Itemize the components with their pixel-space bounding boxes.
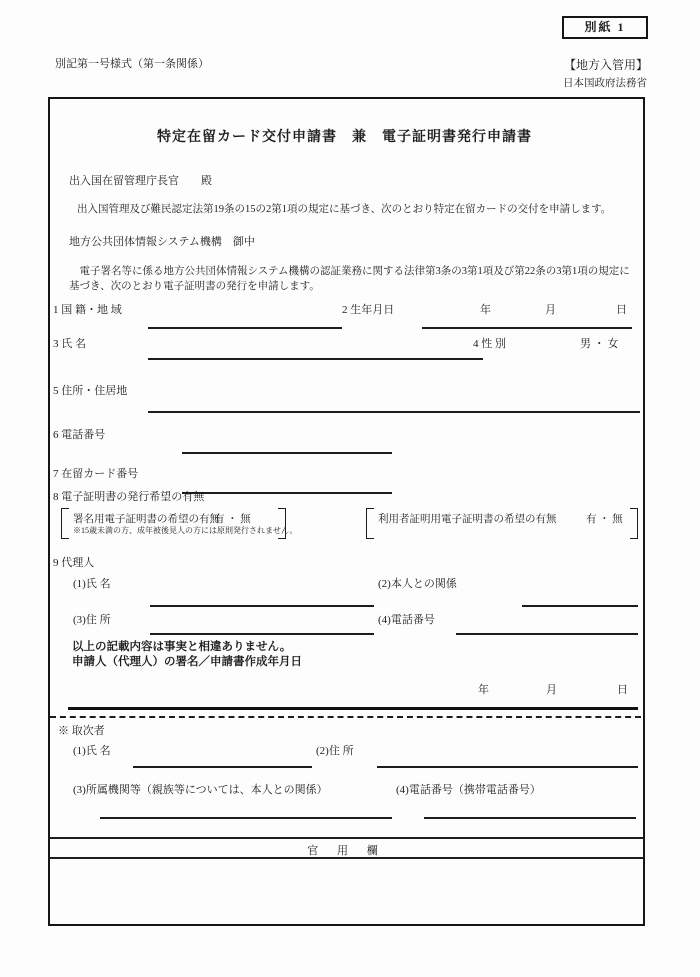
ministry-name: 日本国政府法務省: [563, 78, 647, 89]
field-birthdate-label: 2 生年月日: [342, 304, 395, 316]
agent-name-label: (1)氏 名: [73, 745, 111, 757]
declaration-line1: 以上の記載内容は事実と相違ありません。: [72, 641, 292, 653]
form-style-note: 別記第一号様式（第一条関係）: [55, 58, 209, 70]
user-cert-label: 利用者証明用電子証明書の希望の有無: [378, 514, 557, 525]
attachment-label-box: [562, 16, 648, 39]
agent-org-label: (3)所属機関等（親族等については、本人との関係）: [73, 784, 328, 796]
field-card-number-label: 7 在留カード番号: [53, 468, 139, 480]
field-name-label: 3 氏 名: [53, 338, 86, 350]
address-entry-line: [148, 411, 640, 413]
agent-org-entry-line: [100, 817, 392, 819]
signature-cert-options: 有 ・ 無: [214, 514, 251, 525]
statement-cert: 電子署名等に係る地方公共団体情報システム機構の認証業務に関する法律第3条の3第1項及び第22条の3第1項の規定に基づき、次のとおり電子証明書の発行を申請します。: [69, 266, 630, 292]
signature-cert-note: ※15歳未満の方、成年被後見人の方には原則発行されません。: [73, 526, 298, 535]
field-proxy-label: 9 代理人: [53, 557, 95, 569]
right-bracket-close: [630, 508, 638, 539]
proxy-address-entry-line: [150, 633, 374, 635]
agent-section-title: ※ 取次者: [58, 725, 105, 737]
official-band-bottom-line: [48, 857, 645, 859]
user-cert-options: 有 ・ 無: [586, 514, 623, 525]
agent-phone-label: (4)電話番号（携帯電話番号）: [396, 784, 541, 796]
field-address-label: 5 住所・住居地: [53, 385, 128, 397]
right-bracket-open: [366, 508, 374, 539]
field-phone-label: 6 電話番号: [53, 429, 106, 441]
addressee-jlis: 地方公共団体情報システム機構 御中: [69, 236, 255, 248]
birthdate-year-label: 年: [480, 304, 491, 316]
proxy-address-label: (3)住 所: [73, 614, 111, 626]
office-use-note: 【地方入管用】: [563, 58, 648, 72]
agent-name-entry-line: [133, 766, 312, 768]
proxy-name-entry-line: [150, 605, 374, 607]
left-bracket-open: [61, 508, 69, 539]
birthdate-entry-line: [422, 327, 632, 329]
signature-entry-line: [68, 707, 638, 710]
birthdate-day-label: 日: [616, 304, 627, 316]
agent-phone-entry-line: [424, 817, 636, 819]
agent-address-entry-line: [377, 766, 638, 768]
proxy-relation-entry-line: [522, 605, 638, 607]
field-sex-label: 4 性 別: [473, 338, 506, 350]
section-dashed-divider: [50, 716, 641, 718]
declaration-line2: 申請人（代理人）の署名／申請書作成年月日: [72, 656, 302, 668]
proxy-phone-label: (4)電話番号: [378, 614, 435, 626]
phone-entry-line: [182, 452, 392, 454]
nationality-entry-line: [148, 327, 342, 329]
signature-day-label: 日: [617, 684, 628, 696]
proxy-relation-label: (2)本人との関係: [378, 578, 457, 590]
field-certificate-label: 8 電子証明書の発行希望の有無: [53, 491, 205, 503]
addressee-immigration: 出入国在留管理庁長官 殿: [69, 175, 212, 187]
attachment-label: 別紙 1: [584, 20, 626, 34]
proxy-phone-entry-line: [456, 633, 638, 635]
form-title: 特定在留カード交付申請書 兼 電子証明書発行申請書: [157, 130, 532, 145]
agent-address-label: (2)住 所: [316, 745, 354, 757]
name-entry-line: [148, 358, 483, 360]
sex-options: 男 ・ 女: [580, 338, 619, 350]
card-number-entry-line: [182, 492, 392, 494]
signature-cert-label: 署名用電子証明書の希望の有無: [73, 514, 220, 525]
field-nationality-label: 1 国 籍・地 域: [53, 304, 122, 316]
official-band-top-line: [48, 837, 645, 839]
birthdate-month-label: 月: [545, 304, 556, 316]
official-use-label: 官 用 欄: [307, 845, 386, 857]
signature-month-label: 月: [546, 684, 557, 696]
statement-card: 出入国管理及び難民認定法第19条の15の2第1項の規定に基づき、次のとおり特定在留カードの交付を申請します。: [77, 204, 612, 215]
proxy-name-label: (1)氏 名: [73, 578, 111, 590]
left-bracket-close: [278, 508, 286, 539]
signature-year-label: 年: [478, 684, 489, 696]
